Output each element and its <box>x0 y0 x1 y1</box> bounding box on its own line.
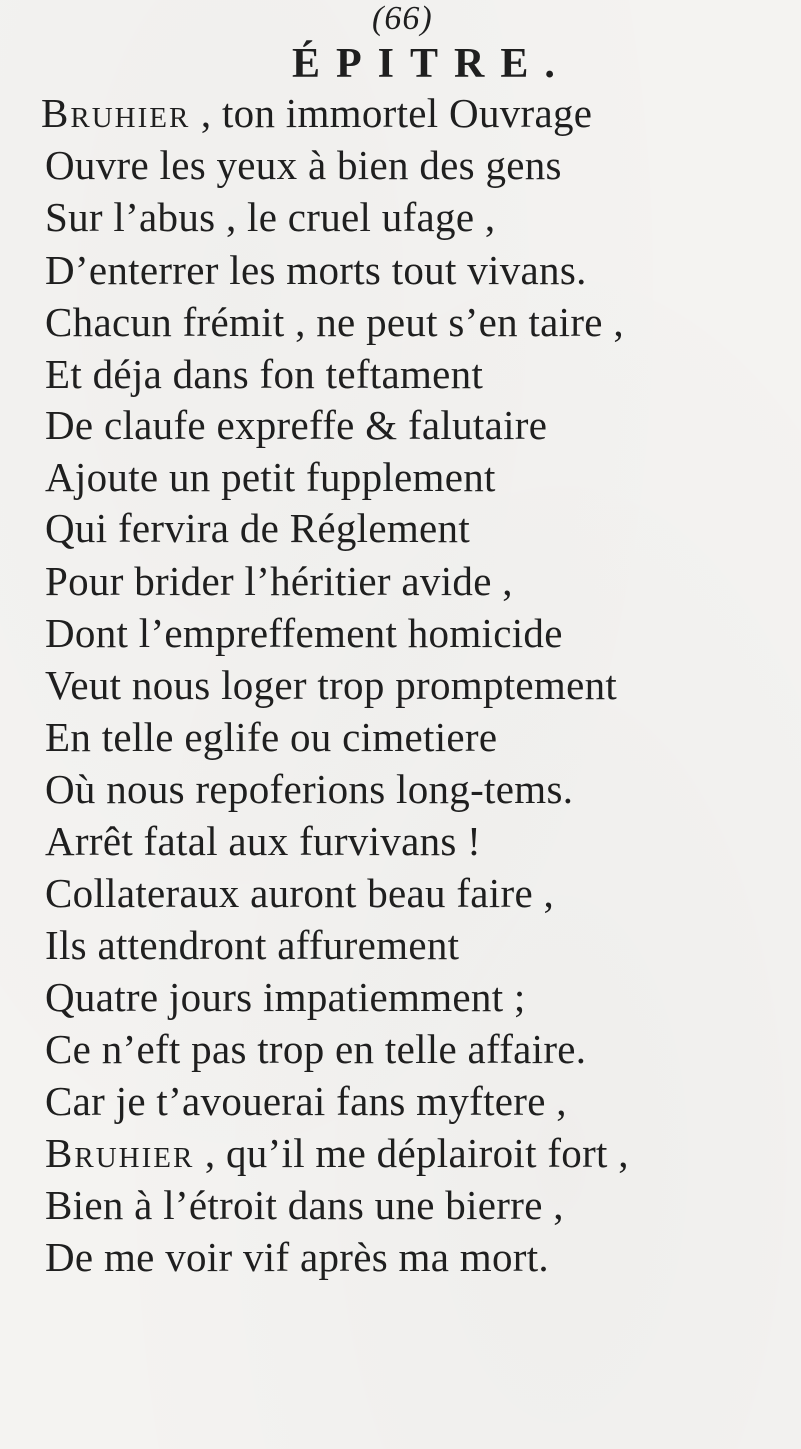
verse-line-5: Chacun frémit , ne peut s’en taire , <box>45 299 624 345</box>
page-number: (66) <box>372 0 433 37</box>
verse-line-20: Car je t’avouerai fans myftere , <box>45 1078 567 1124</box>
addressee-name: Bruhier <box>41 90 191 136</box>
verse-line-9: Qui fervira de Réglement <box>45 505 471 551</box>
verse-line-16: Collateraux auront beau faire , <box>45 870 555 916</box>
verse-line-18: Quatre jours impatiemment ; <box>45 974 526 1020</box>
verse-line-21: Bruhier , qu’il me déplairoit fort , <box>45 1130 629 1176</box>
verse-line-23: De me voir vif après ma mort. <box>45 1234 549 1280</box>
verse-line-14: Où nous repoferions long-tems. <box>45 766 574 812</box>
verse-line-13: En telle eglife ou cimetiere <box>45 714 498 760</box>
verse-line-17: Ils attendront affurement <box>45 922 460 968</box>
verse-line-8: Ajoute un petit fupplement <box>45 454 496 500</box>
verse-line-7: De claufe expreffe & falutaire <box>45 402 548 448</box>
verse-line-4: D’enterrer les morts tout vivans. <box>45 247 587 293</box>
addressee-name: Bruhier <box>45 1130 195 1176</box>
verse-line-11: Dont l’empreffement homicide <box>45 610 563 656</box>
verse-line-19: Ce n’eft pas trop en telle affaire. <box>45 1026 587 1072</box>
page-title: ÉPITRE. <box>292 41 571 87</box>
verse-line-22: Bien à l’étroit dans une bierre , <box>45 1182 564 1228</box>
verse-line-1: Bruhier , ton immortel Ouvrage <box>41 90 593 136</box>
verse-line-15: Arrêt fatal aux furvivans ! <box>45 818 482 864</box>
verse-line-12: Veut nous loger trop promptement <box>45 662 618 708</box>
verse-line-2: Ouvre les yeux à bien des gens <box>45 142 562 188</box>
verse-line-6: Et déja dans fon teftament <box>45 351 484 397</box>
verse-line-3: Sur l’abus , le cruel ufage , <box>45 194 496 240</box>
verse-line-10: Pour brider l’héritier avide , <box>45 558 513 604</box>
